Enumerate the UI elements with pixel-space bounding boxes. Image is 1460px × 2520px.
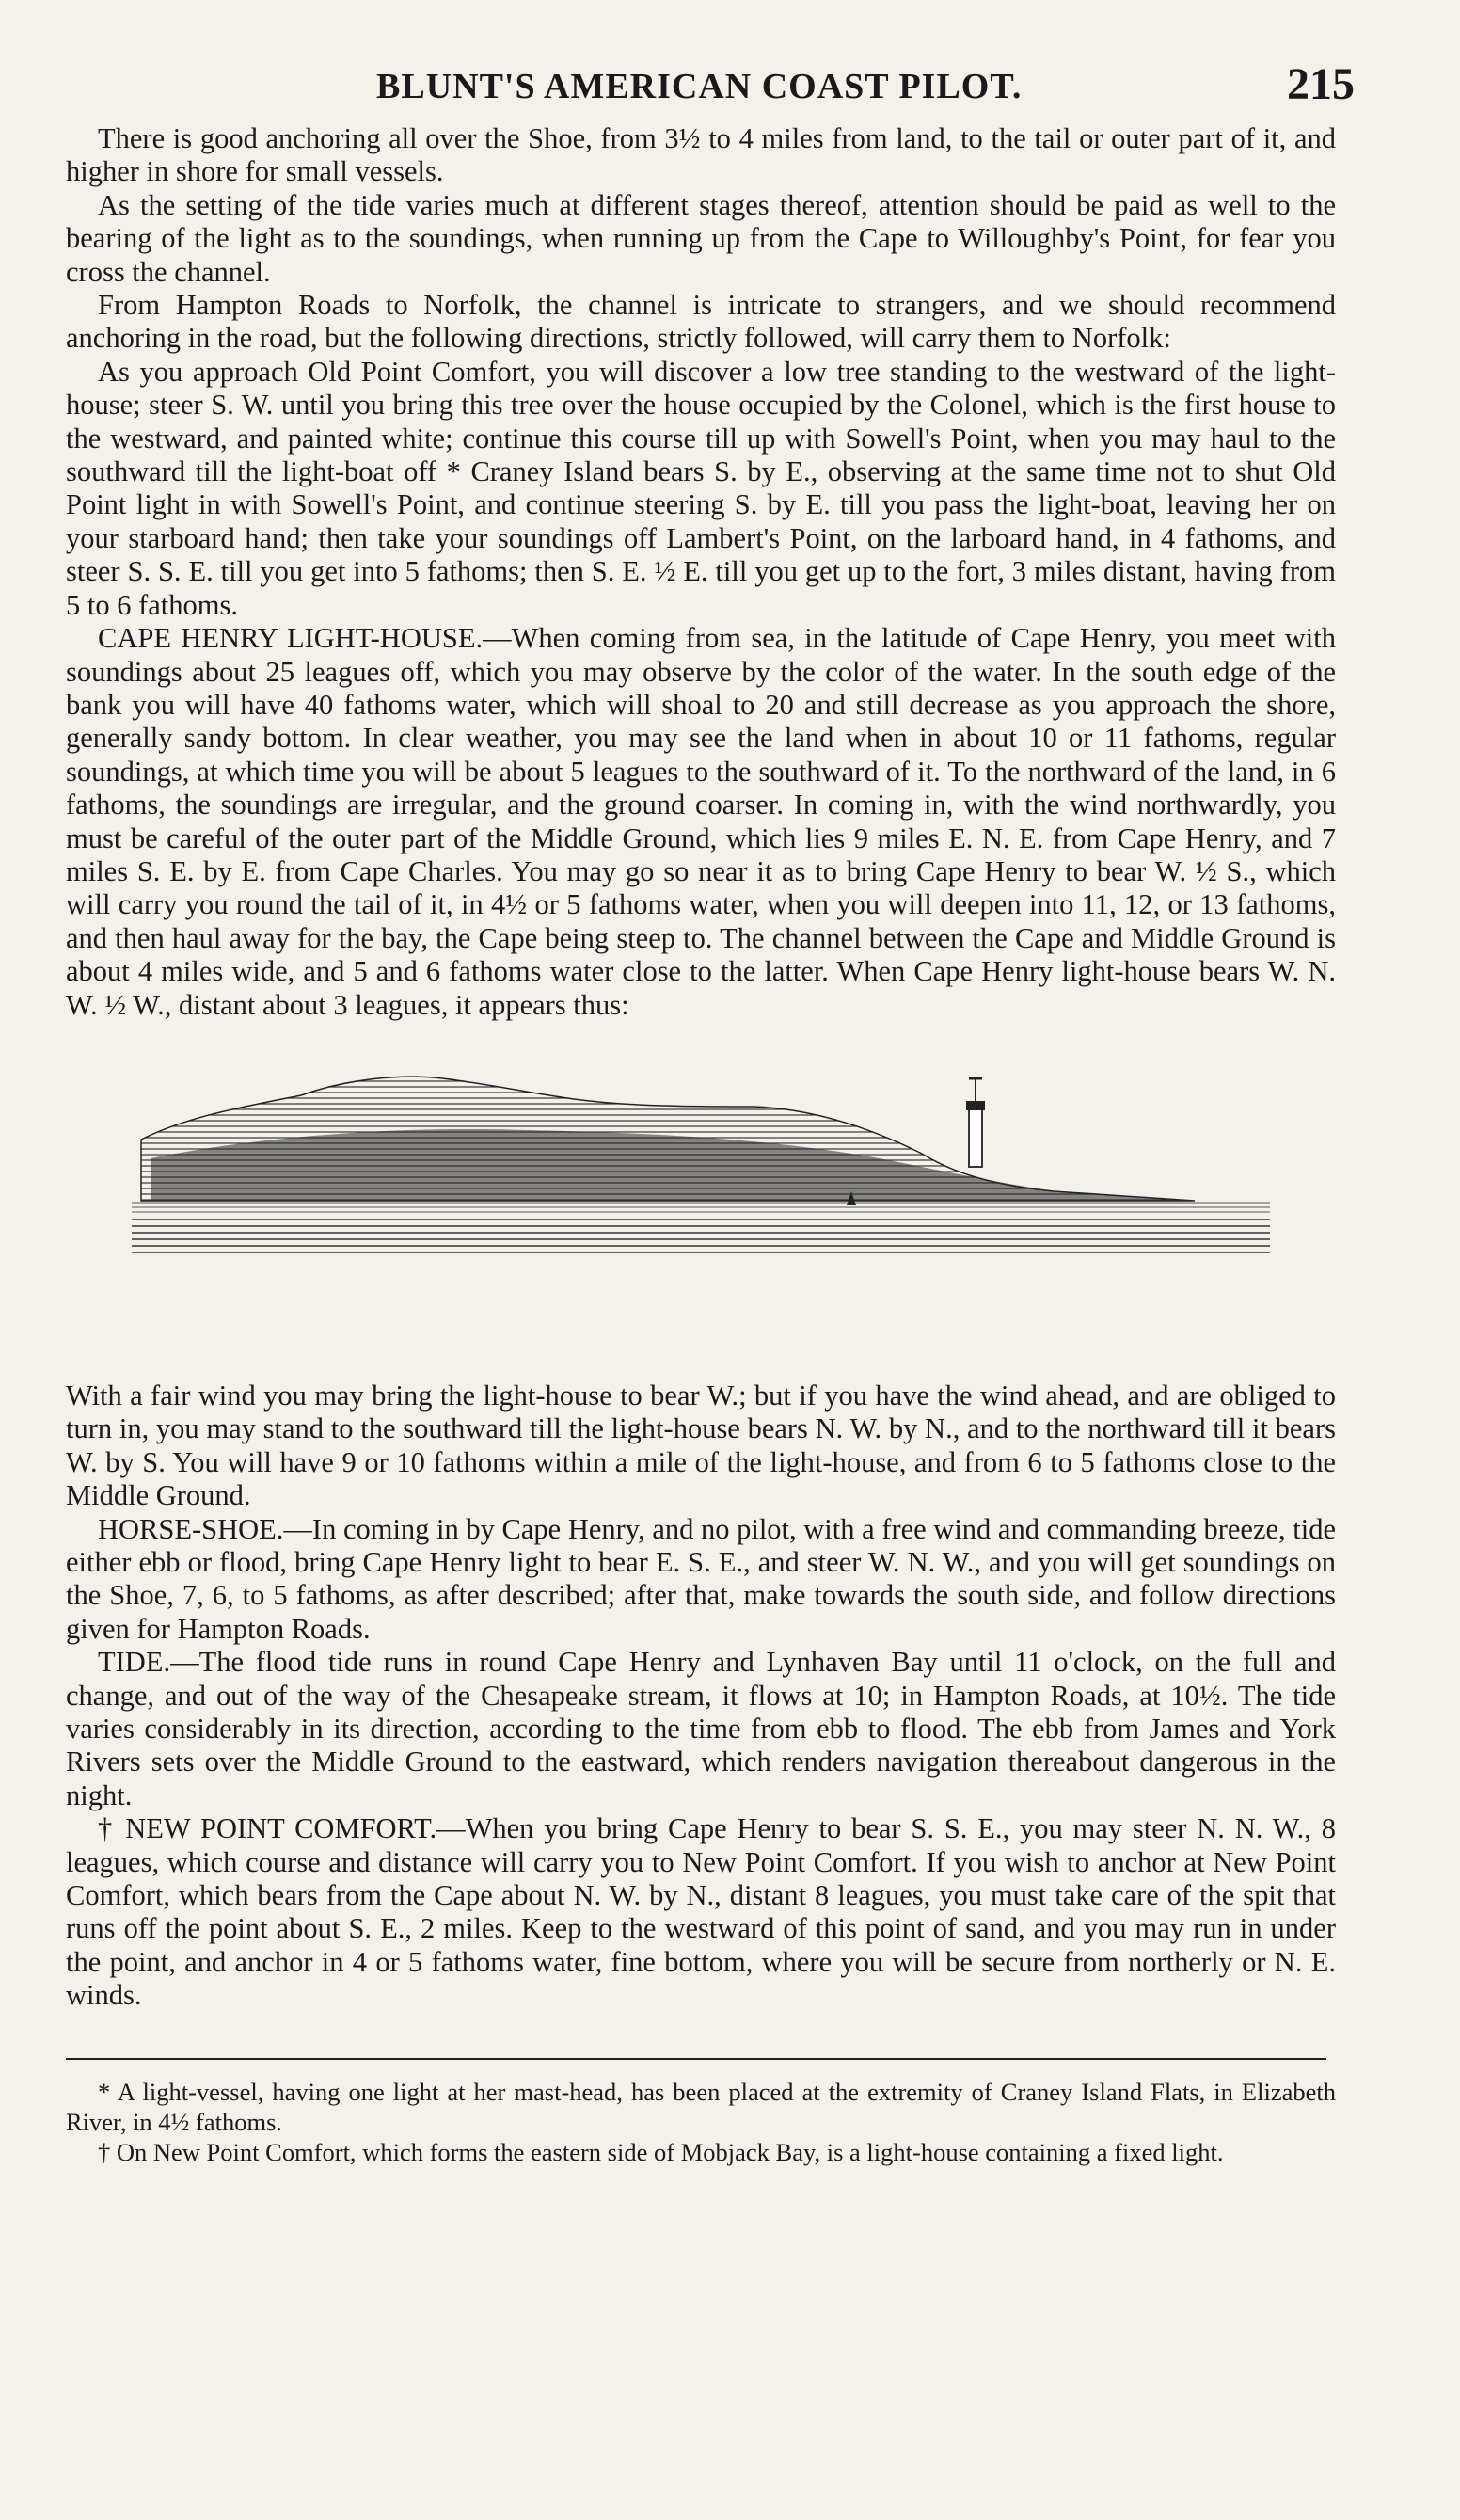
footnotes xyxy=(66,2077,1336,2167)
body-text-bottom xyxy=(66,1380,1336,2013)
lighthouse-lantern xyxy=(966,1101,985,1110)
paragraph: With a fair wind you may bring the light-house to bear W.; but if you have the wind ahead, and are obliged to turn in, you may stand to the southward till the light-house bears N. W. by N., and to the northward till it bears W. by S. You will have 9 or 10 fathoms within a mile of the light-house, and from 6 to 5 fathoms close to the Middle Ground. xyxy=(66,1379,1336,1512)
paragraph: There is good anchoring all over the Shoe, from 3½ to 4 miles from land, to the tail or outer part of it, and higher in shore for small vessels. xyxy=(66,122,1336,188)
sea-lines xyxy=(132,1201,1270,1252)
page xyxy=(66,56,1355,2167)
body-text-top xyxy=(66,122,1336,1022)
paragraph: From Hampton Roads to Norfolk, the channel is intricate to strangers, and we should recommend anchoring in the road, but the following directions, strictly followed, will carry them to Norfolk: xyxy=(66,289,1336,355)
footnote: † On New Point Comfort, which forms the eastern side of Mobjack Bay, is a light-house containing a fixed light. xyxy=(98,2137,1224,2166)
paragraph: HORSE-SHOE.—In coming in by Cape Henry, and no pilot, with a free wind and commanding breeze, tide either ebb or flood, bring Cape Henry light to bear E. S. E., and steer W. N. W., and you will get soundings on the Shoe, 7, 6, to 5 fathoms, as after described; after that, make towards the south side, and follow directions given for Hampton Roads. xyxy=(66,1512,1336,1645)
hill-shading xyxy=(151,1129,1195,1201)
lighthouse-illustration xyxy=(132,1050,1279,1332)
paragraph: As you approach Old Point Comfort, you will discover a low tree standing to the westward of the light-house; steer S. W. until you bring this tree over the house occupied by the Colonel, which is the first house to the westward, and painted white; continue this course till up with Sowell's Point, when you may haul to the southward till the light-boat off * Craney Island bears S. by E., observing at the same time not to shut Old Point light in with Sowell's Point, and continue steering S. by E. till you pass the light-boat, leaving her on your starboard hand; then take your soundings off Lambert's Point, on the larboard hand, in 4 fathoms, and steer S. S. E. till you get into 5 fathoms; then S. E. ½ E. till you get up to the fort, 3 miles distant, having from 5 to 6 fathoms. xyxy=(66,355,1336,621)
paragraph: As the setting of the tide varies much at different stages thereof, attention should be paid as well to the bearing of the light as to the soundings, when running up from the Cape to Willoughby's Point, for fear you cross the channel. xyxy=(66,188,1336,288)
page-number: 215 xyxy=(1287,59,1355,109)
footnote-rule xyxy=(66,2058,1326,2060)
lighthouse-tower xyxy=(969,1108,982,1167)
running-head: BLUNT'S AMERICAN COAST PILOT. xyxy=(376,67,1023,106)
paragraph: CAPE HENRY LIGHT-HOUSE.—When coming from sea, in the latitude of Cape Henry, you meet with soundings about 25 leagues off, which you may observe by the color of the water. In the south edge of the bank you will have 40 fathoms water, which will shoal to 20 and still decrease as you approach the shore, generally sandy bottom. In clear weather, you may see the land when in about 10 or 11 fathoms, regular soundings, at which time you will be about 5 leagues to the southward of it. To the northward of the land, in 6 fathoms, the soundings are irregular, and the ground coarser. In coming in, with the wind northwardly, you must be careful of the outer part of the Middle Ground, which lies 9 miles E. N. E. from Cape Henry, and 7 miles S. E. by E. from Cape Charles. You may go so near it as to bring Cape Henry to bear W. ½ S., which will carry you round the tail of it, in 4½ or 5 fathoms water, when you will deepen into 11, 12, or 13 fathoms, and then haul away for the bay, the Cape being steep to. The channel between the Cape and Middle Ground is about 4 miles wide, and 5 and 6 fathoms water close to the latter. When Cape Henry light-house bears W. N. W. ½ W., distant about 3 leagues, it appears thus: xyxy=(66,622,1336,1021)
footnote: * A light-vessel, having one light at her mast-head, has been placed at the extremity of Craney Island Flats, in Elizabeth River, in 4½ fathoms. xyxy=(66,2077,1336,2136)
page-header xyxy=(66,56,1355,122)
paragraph: TIDE.—The flood tide runs in round Cape Henry and Lynhaven Bay until 11 o'clock, on the full and change, and out of the way of the Chesapeake stream, it flows at 10; in Hampton Roads, at 10½. The tide varies considerably in its direction, according to the time from ebb to flood. The ebb from James and York Rivers sets over the Middle Ground to the eastward, which renders navigation thereabout dangerous in the night. xyxy=(66,1646,1336,1811)
lighthouse-engraving xyxy=(132,1050,1336,1342)
paragraph: † NEW POINT COMFORT.—When you bring Cape Henry to bear S. S. E., you may steer N. N. W., 8 leagues, which course and distance will carry you to New Point Comfort. If you wish to anchor at New Point Comfort, which bears from the Cape about N. W. by N., distant 8 leagues, you must take care of the spit that runs off the point about S. E., 2 miles. Keep to the westward of this point of sand, and you may run in under the point, and anchor in 4 or 5 fathoms water, fine bottom, where you will be secure from northerly or N. E. winds. xyxy=(66,1812,1336,2012)
